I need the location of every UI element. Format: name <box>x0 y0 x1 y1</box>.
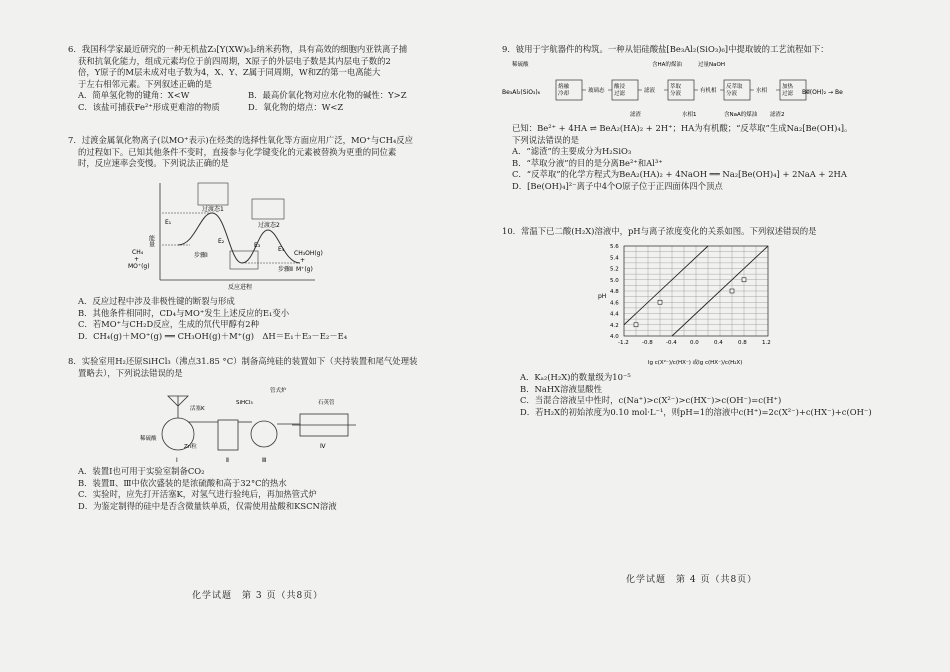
data-marker <box>742 278 746 282</box>
chart-ylabel: pH <box>598 293 607 300</box>
sihcl3-label: SiHCl₃ <box>236 400 253 406</box>
flow-box-text: 玻璃态 <box>588 88 605 94</box>
q7-stem-3: 时，反应速率会变慢。下列说法正确的是 <box>78 158 229 169</box>
apparatus-diagram <box>140 382 360 464</box>
ts2-label: 过渡态2 <box>258 222 280 229</box>
y-tick-label: 4.2 <box>610 322 619 329</box>
flow-box-text: 萃取 <box>670 84 682 90</box>
ts2-structure <box>252 199 284 219</box>
q10-option-c: C．当混合溶液呈中性时，c(Na⁺)>c(X²⁻)>c(HX⁻)>c(OH⁻)=c(H⁺) <box>520 395 782 406</box>
reactant-plus: + <box>134 256 140 263</box>
stopcock-k-label: 活塞K <box>190 406 205 412</box>
e4-label: E₄ <box>278 246 285 253</box>
q7-options <box>78 296 498 342</box>
energy-diagram <box>128 175 323 293</box>
y-tick-label: 4.6 <box>610 300 619 307</box>
flow-top-naoh: 过量NaOH <box>698 62 725 68</box>
flow-box-text: 滤液 <box>644 88 656 94</box>
x-tick-label: 0.8 <box>738 340 747 346</box>
q8-stem-2: 置略去），下列说法错误的是 <box>78 367 183 378</box>
y-tick-label: 4.0 <box>610 334 619 340</box>
x-tick-label: -0.4 <box>666 340 677 346</box>
q9-option-d: D．[Be(OH)₄]²⁻离子中4个O原子位于正四面体四个顶点 <box>512 180 723 191</box>
flow-box <box>556 80 582 100</box>
chart-ticks <box>610 244 771 346</box>
flow-box <box>668 80 694 100</box>
reactant-mo: MO⁺(g) <box>128 263 150 270</box>
numeral-iv: Ⅳ <box>320 443 326 450</box>
flow-bottom-residue2: 滤渣2 <box>770 112 785 118</box>
q10-stem: 10．常温下已二酸(H₂X)溶液中，pH与离子浓度变化的关系如图。下列叙述错误的是 <box>502 226 817 236</box>
chart-grid <box>624 246 768 336</box>
q7-stem-1: 7．过渡金属氧化物离子(以MO⁺表示)在烃类的选择性氧化等方面应用广泛，MO⁺与CH₄反应 <box>68 135 414 145</box>
q9-stem: 9．铍用于宇航器件的构筑。一种从铝硅酸盐[Be₃Al₂(SiO₃)₆]中提取铍的工艺流程如下： <box>502 44 829 54</box>
e2-label: E₂ <box>218 238 225 245</box>
question-8 <box>68 356 488 379</box>
y-tick-label: 5.6 <box>610 244 619 250</box>
x-tick-label: 1.2 <box>762 340 771 346</box>
flow-box-text: 水相 <box>756 88 768 94</box>
q10-options <box>520 372 940 418</box>
e1-label: E₁ <box>165 219 172 226</box>
question-7 <box>68 135 488 170</box>
numeral-i: Ⅰ <box>176 457 178 464</box>
q8-option-d: D．为鉴定制得的硅中是否含微量铁单质，仅需使用盐酸和KSCN溶液 <box>78 500 337 511</box>
q9-note-2: 下列说法错误的是 <box>512 134 579 145</box>
ph-chart <box>598 240 798 368</box>
flow-box-text: 分液 <box>670 91 682 97</box>
flow-box-text: 酸浸 <box>614 84 626 90</box>
flow-box-text: 分液 <box>726 91 738 97</box>
flow-box-text: 过滤 <box>782 91 794 97</box>
question-6 <box>68 44 488 114</box>
right-page-footer: 化学试题 第 4 页（共8页） <box>626 575 758 585</box>
process-axis-label: 反应进程 <box>228 284 253 291</box>
numeral-iii: Ⅲ <box>262 457 267 464</box>
q7-stem-2: 的过程如下。已知其他条件不变时，直接参与化学键变化的元素被替换为更重的同位素 <box>78 146 397 157</box>
quartz-tube-label: 石英管 <box>318 400 335 406</box>
x-tick-label: -1.2 <box>618 340 629 346</box>
flow-box <box>724 80 750 100</box>
q8-option-a: A．装置Ⅰ也可用于实验室制备CO₂ <box>78 466 205 476</box>
product-m: M⁺(g) <box>296 266 313 273</box>
reactant-ch4: CH₄ <box>132 249 144 256</box>
step2-label: 步骤Ⅱ <box>278 266 293 273</box>
q10-option-a: A．Kₐ₂(H₂X)的数量级为10⁻⁵ <box>520 372 631 382</box>
intermediate-structure <box>230 251 258 269</box>
q9-option-c: C．“反萃取”的化学方程式为BeA₂(HA)₂ + 4NaOH ══ Na₂[Be(OH)₄] + 2NaA + 2HA <box>512 169 847 180</box>
flow-bottom-aq1: 水相1 <box>682 112 697 118</box>
product-ch3oh: CH₃OH(g) <box>294 250 323 257</box>
q7-option-b: B．其他条件相同时，CD₄与MO⁺发生上述反应的E₁变小 <box>78 307 290 318</box>
e3-label: E₃ <box>254 242 261 249</box>
flow-box-text: 熔融 <box>558 84 570 90</box>
q10-option-d: D．若H₂X的初始浓度为0.10 mol·L⁻¹，则pH=1的溶液中c(H⁺)=2c(X²⁻)+c(HX⁻)+c(OH⁻) <box>520 406 872 417</box>
q6-option-d: D．氧化物的熔点：W<Z <box>248 101 344 112</box>
q6-options-row-1 <box>68 90 488 102</box>
chart-xlabel: lg c(X²⁻)/c(HX⁻) 或lg c(HX⁻)/c(H₂X) <box>648 360 743 366</box>
flow-top-ha: 含HA的煤油 <box>652 62 682 68</box>
flow-box-text: 冷却 <box>558 91 570 97</box>
flow-start: Be₃Al₂(SiO₃)₆ <box>502 89 541 96</box>
q6-stem-4: 于左右相邻元素。下列叙述正确的是 <box>78 78 212 89</box>
data-marker <box>634 323 638 327</box>
ts1-label: 过渡态1 <box>202 206 224 213</box>
y-tick-label: 5.4 <box>610 255 619 262</box>
data-marker <box>730 289 734 293</box>
q6-stem-2: 获和抗氧化能力，组成元素均位于前四周期，X原子的外层电子数是其内层电子数的2 <box>78 55 391 66</box>
q10-option-b: B．NaHX溶液显酸性 <box>520 383 602 394</box>
q7-option-a: A．反应过程中涉及非极性键的断裂与形成 <box>78 296 235 306</box>
q9-option-a: A．“滤渣”的主要成分为H₂SiO₃ <box>512 146 632 157</box>
process-flow <box>502 58 852 120</box>
flow-box <box>612 80 638 100</box>
q6-option-b: B．最高价氧化物对应水化物的碱性：Y>Z <box>248 90 407 101</box>
x-tick-label: 0.4 <box>714 340 723 346</box>
q7-option-d: D．CH₄(g)＋MO⁺(g) ══ CH₃OH(g)＋M⁺(g) ΔH＝E₁＋E₃－E₂－E₄ <box>78 330 348 341</box>
q6-option-a: A．简单氢化物的键角：X<W <box>78 90 190 101</box>
question-10 <box>502 226 922 238</box>
x-tick-label: -0.8 <box>642 340 653 346</box>
q6-stem-1: 6．我国科学家最近研究的一种无机盐Z₃[Y(XW)₆]₂纳米药物，具有高效的细胞内亚铁离子捕 <box>68 44 408 54</box>
flow-top-acid: 稀硫酸 <box>512 62 529 68</box>
flow-end: Be(OH)₂ → Be <box>802 89 843 96</box>
question-9 <box>502 44 922 56</box>
energy-axis-label: 能量 <box>147 235 155 247</box>
flask-iii <box>251 421 277 447</box>
q9-note <box>502 123 922 193</box>
y-tick-label: 4.8 <box>610 289 619 295</box>
bottle-ii <box>218 420 238 450</box>
dilute-acid-label: 稀硫酸 <box>140 436 157 442</box>
flow-box-text: 过滤 <box>614 91 626 97</box>
flow-bottom-residue: 滤渣 <box>630 112 642 118</box>
left-page-footer: 化学试题 第 3 页（共8页） <box>192 591 324 601</box>
numeral-ii: Ⅱ <box>226 457 229 464</box>
q6-option-c: C．该盐可捕获Fe²⁺形成更难溶的物质 <box>78 101 220 112</box>
product-plus: + <box>300 257 306 264</box>
data-marker <box>658 300 662 304</box>
flow-bottom-naa: 含NaA的煤油 <box>724 112 758 118</box>
q7-option-c: C．若MO⁺与CH₂D反应，生成的氘代甲醇有2种 <box>78 319 260 330</box>
q6-options-row-2 <box>68 102 488 114</box>
y-tick-label: 4.4 <box>610 311 619 318</box>
ts1-structure <box>198 183 228 205</box>
q9-option-b: B．“萃取分液”的目的是分离Be²⁺和Al³⁺ <box>512 157 663 168</box>
flow-boxes <box>556 80 810 100</box>
flow-box-text: 加热 <box>782 84 794 90</box>
y-tick-label: 5.2 <box>610 266 619 273</box>
q8-stem-1: 8．实验室用H₂还原SiHCl₃（沸点31.85 °C）制备高纯硅的装置如下（夹持装置和尾气处理装 <box>68 356 418 366</box>
tube-furnace-label: 管式炉 <box>270 388 287 394</box>
y-tick-label: 5.0 <box>610 277 619 284</box>
q6-stem-3: 倍，Y原子的M层未成对电子数为4，X、Y、Z属于同周期，W和Z的第一电离能大 <box>78 67 381 78</box>
q8-option-b: B．装置Ⅱ、Ⅲ中依次盛装的是浓硫酸和高于32°C的热水 <box>78 477 287 488</box>
step1-label: 步骤Ⅰ <box>194 252 208 259</box>
x-tick-label: 0.0 <box>690 340 699 346</box>
q8-option-c: C．实验时，应先打开活塞K，对氢气进行验纯后，再加热管式炉 <box>78 489 317 500</box>
flow-box-text: 反萃取 <box>726 84 743 90</box>
q8-options <box>78 466 498 512</box>
zn-label: Zn粒 <box>184 444 197 450</box>
q9-note-1: 已知：Be²⁺ + 4HA ⇌ BeA₂(HA)₂ + 2H⁺；HA为有机酸；“反萃取”生成Na₂[Be(OH)₄]。 <box>512 123 853 133</box>
flow-box-text: 有机相 <box>700 88 717 94</box>
